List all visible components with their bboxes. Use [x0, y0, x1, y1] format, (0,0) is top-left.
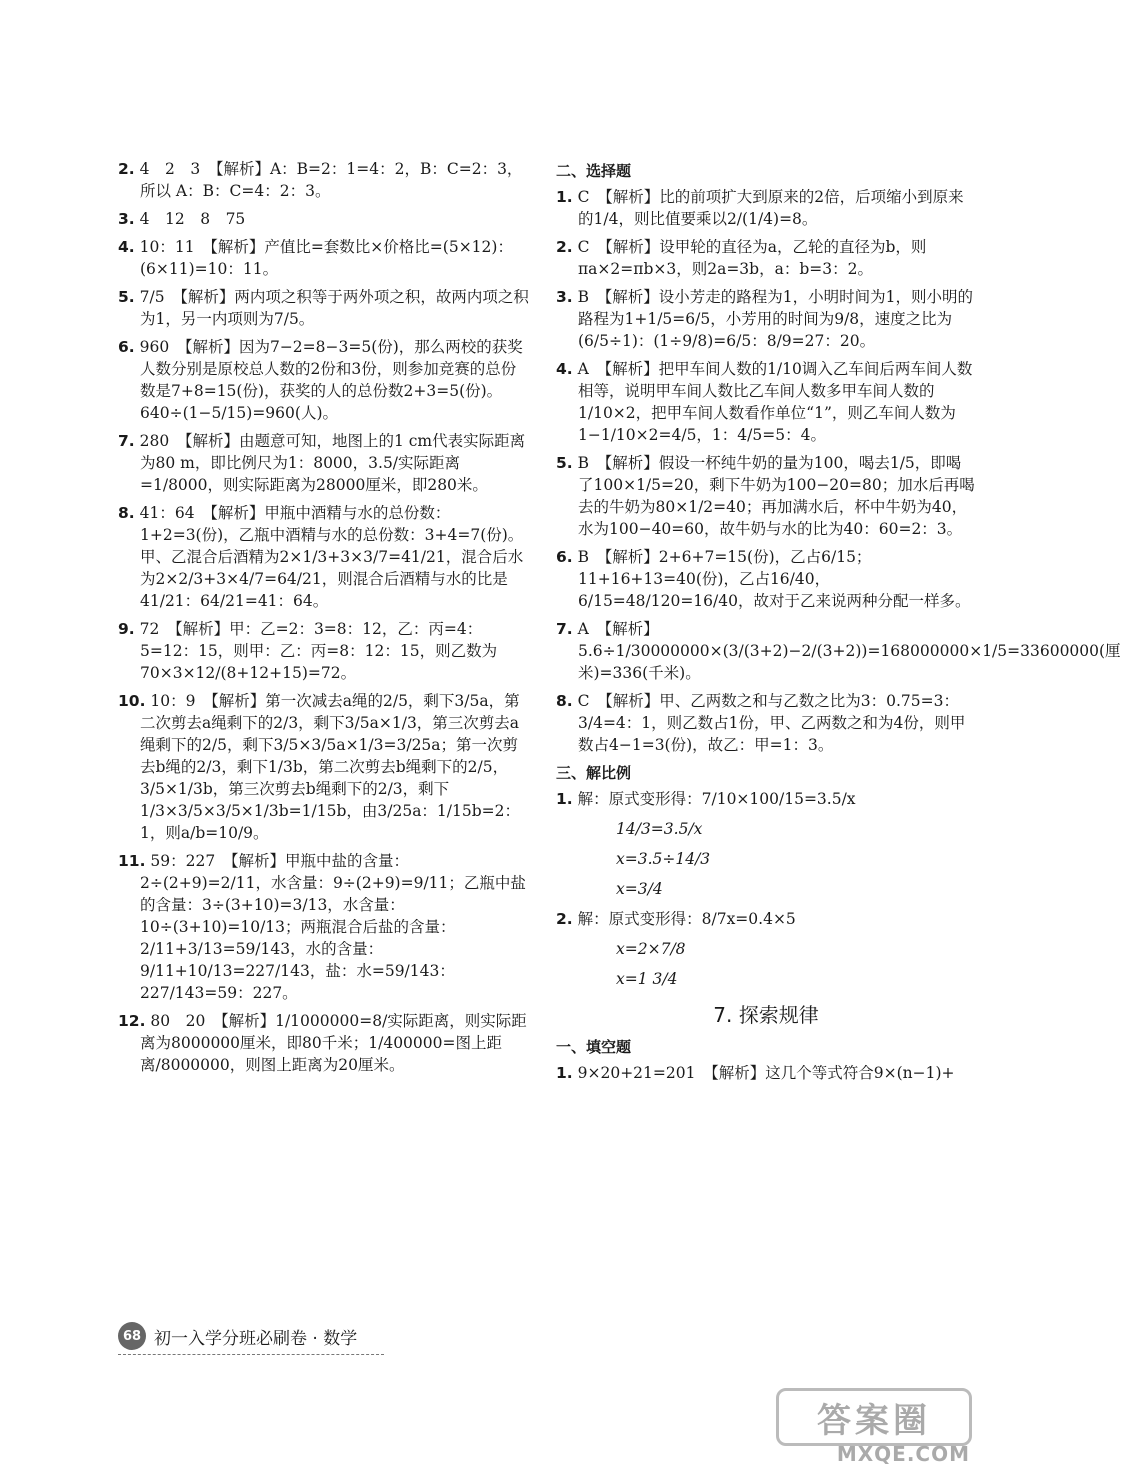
page-number: 68 — [118, 1322, 146, 1350]
item-number: 1. — [556, 188, 573, 206]
work-line — [556, 908, 976, 930]
item-text: B 【解析】2+6+7=15(份)，乙占6/15；11+16+13=40(份)，乙占16/40，6/15=48/120=16/40，故对于乙来说两种分配一样多。 — [577, 548, 971, 610]
work-text: 解：原式变形得：8/7x=0.4×5 — [577, 910, 796, 928]
list-item — [118, 850, 530, 1004]
list-item — [556, 1062, 976, 1084]
item-text: 41：64 【解析】甲瓶中酒精与水的总份数：1+2=3(份)，乙瓶中酒精与水的总份数：3+4=7(份)。甲、乙混合后酒精为2×1/3+3×3/7=41/21，混合后水为2×2/3+3×4/7=64/21，则混合后酒精与水的比是41/21：64/21=41：64。 — [139, 504, 524, 610]
left-column — [118, 158, 530, 1082]
item-number: 5. — [118, 288, 135, 306]
solve-1 — [556, 788, 976, 900]
list-item — [118, 502, 530, 612]
work-line — [556, 788, 976, 810]
item-number: 4. — [118, 238, 135, 256]
item-text: A 【解析】把甲车间人数的1/10调入乙车间后两车间人数相等，说明甲车间人数比乙车间人数多甲车间人数的1/10×2，把甲车间人数看作单位“1”，则乙车间人数为1−1/10×2=4/5，1：4/5=5：4。 — [577, 360, 973, 444]
item-number: 6. — [556, 548, 573, 566]
list-item — [118, 286, 530, 330]
list-item — [556, 358, 976, 446]
item-text: 80 20 【解析】1/1000000=8/实际距离，则实际距离为8000000厘米，即80千米；1/400000=图上距离/8000000，则图上距离为20厘米。 — [140, 1012, 527, 1074]
item-text: A 【解析】5.6÷1/30000000×(3/(3+2)−2/(3+2))=168000000×1/5=33600000(厘米)=336(千米)。 — [577, 620, 1121, 682]
item-text: 960 【解析】因为7−2=8−3=5(份)，那么两校的获奖人数分别是原校总人数的2份和3份，则参加竞赛的总份数是7+8=15(份)，获奖的人的总份数2+3=5(份)。640÷(1−5/15)=960(人)。 — [139, 338, 523, 422]
list-item — [556, 618, 1121, 684]
item-number: 1. — [556, 1064, 573, 1082]
section-title-fill: 一、填空题 — [556, 1038, 632, 1056]
section-title-choice: 二、选择题 — [556, 162, 632, 180]
list-item — [118, 1010, 530, 1076]
watermark-logo: 答案圈 — [776, 1388, 972, 1446]
list-item — [118, 430, 530, 496]
solve-2 — [556, 908, 976, 990]
item-number: 9. — [118, 620, 135, 638]
item-number: 11. — [118, 852, 146, 870]
item-text: 4 2 3 【解析】A：B=2：1=4：2，B：C=2：3，所以 A：B：C=4：2：3。 — [139, 160, 523, 200]
item-number: 7. — [118, 432, 135, 450]
item-number: 5. — [556, 454, 573, 472]
work-text: 解：原式变形得：7/10×100/15=3.5/x — [577, 790, 856, 808]
item-text: 4 12 8 75 — [139, 210, 246, 228]
item-number: 10. — [118, 692, 146, 710]
list-item — [556, 452, 976, 540]
page-footer — [118, 1322, 384, 1355]
item-text: C 【解析】设甲轮的直径为a，乙轮的直径为b，则πa×2=πb×3，则2a=3b，a：b=3：2。 — [577, 238, 927, 278]
work-line: x=1 3/4 — [616, 970, 678, 988]
item-number: 3. — [556, 288, 573, 306]
item-number: 12. — [118, 1012, 146, 1030]
list-item — [556, 546, 976, 612]
item-text: C 【解析】甲、乙两数之和与乙数之比为3：0.75=3：3/4=4：1，则乙数占1份，甲、乙两数之和为4份，则甲数占4−1=3(份)，故乙：甲=1：3。 — [577, 692, 966, 754]
item-text: 9×20+21=201 【解析】这几个等式符合9×(n−1)+ — [577, 1064, 955, 1082]
list-item — [118, 158, 530, 202]
list-item — [118, 236, 530, 280]
item-number: 4. — [556, 360, 573, 378]
item-text: C 【解析】比的前项扩大到原来的2倍，后项缩小到原来的1/4，则比值要乘以2/(1/4)=8。 — [577, 188, 964, 228]
section-title-proportion: 三、解比例 — [556, 764, 632, 782]
work-line: 14/3=3.5/x — [616, 820, 703, 838]
item-number: 2. — [556, 238, 573, 256]
work-line: x=3.5÷14/3 — [616, 850, 711, 868]
item-text: B 【解析】假设一杯纯牛奶的量为100，喝去1/5，即喝了100×1/5=20，剩下牛奶为100−20=80；加水后再喝去的牛奶为80×1/2=40；再加满水后，杯中牛奶为40，水为100−40=60，故牛奶与水的比为40：60=2：3。 — [577, 454, 975, 538]
list-item — [118, 208, 530, 230]
list-item — [556, 690, 976, 756]
item-number: 6. — [118, 338, 135, 356]
item-text: 72 【解析】甲：乙=2：3=8：12，乙：丙=4：5=12：15，则甲：乙：丙=8：12：15，则乙数为70×3×12/(8+12+15)=72。 — [139, 620, 498, 682]
item-number: 3. — [118, 210, 135, 228]
item-number: 8. — [118, 504, 135, 522]
right-column — [556, 158, 1121, 1090]
list-item — [118, 690, 530, 844]
item-text: B 【解析】设小芳走的路程为1，小明时间为1，则小明的路程为1+1/5=6/5，小芳用的时间为9/8，速度之比为(6/5÷1)：(1÷9/8)=6/5：8/9=27：20。 — [577, 288, 973, 350]
list-item — [556, 236, 976, 280]
item-number: 2. — [556, 910, 573, 928]
list-item — [556, 286, 976, 352]
watermark-url: MXQE.COM — [836, 1442, 970, 1466]
item-number: 8. — [556, 692, 573, 710]
list-item — [118, 618, 530, 684]
item-number: 1. — [556, 790, 573, 808]
item-number: 7. — [556, 620, 573, 638]
book-title: 初一入学分班必刷卷 · 数学 — [154, 1328, 358, 1349]
item-text: 280 【解析】由题意可知，地图上的1 cm代表实际距离为80 m，即比例尺为1：8000，3.5/实际距离=1/8000，则实际距离为28000厘米，即280米。 — [139, 432, 526, 494]
chapter-title: 7. 探索规律 — [713, 1003, 819, 1027]
work-line: x=2×7/8 — [616, 940, 686, 958]
item-text: 7/5 【解析】两内项之积等于两外项之积，故两内项之积为1，另一内项则为7/5。 — [139, 288, 529, 328]
item-number: 2. — [118, 160, 135, 178]
item-text: 59：227 【解析】甲瓶中盐的含量：2÷(2+9)=2/11，水含量：9÷(2+9)=9/11；乙瓶中盐的含量：3÷(3+10)=3/13，水含量：10÷(3+10)=10/13；两瓶混合后盐的含量：2/11+3/13=59/143，水的含量：9/11+10/13=227/143，盐：水=59/143：227/143=59：227。 — [140, 852, 526, 1002]
work-line: x=3/4 — [616, 880, 663, 898]
item-text: 10：11 【解析】产值比=套数比×价格比=(5×12)：(6×11)=10：11。 — [139, 238, 513, 278]
list-item — [556, 186, 976, 230]
list-item — [118, 336, 530, 424]
item-text: 10：9 【解析】第一次减去a绳的2/5，剩下3/5a，第二次剪去a绳剩下的2/3，剩下3/5a×1/3，第三次剪去a绳剩下的2/5，剩下3/5×3/5a×1/3=3/25a；第一次剪去b绳的2/3，剩下1/3b，第二次剪去b绳剩下的2/5，3/5×1/3b，第三次剪去b绳剩下的2/3，剩下1/3×3/5×3/5×1/3b=1/15b，由3/25a：1/15b=2：1，则a/b=10/9。 — [140, 692, 521, 842]
